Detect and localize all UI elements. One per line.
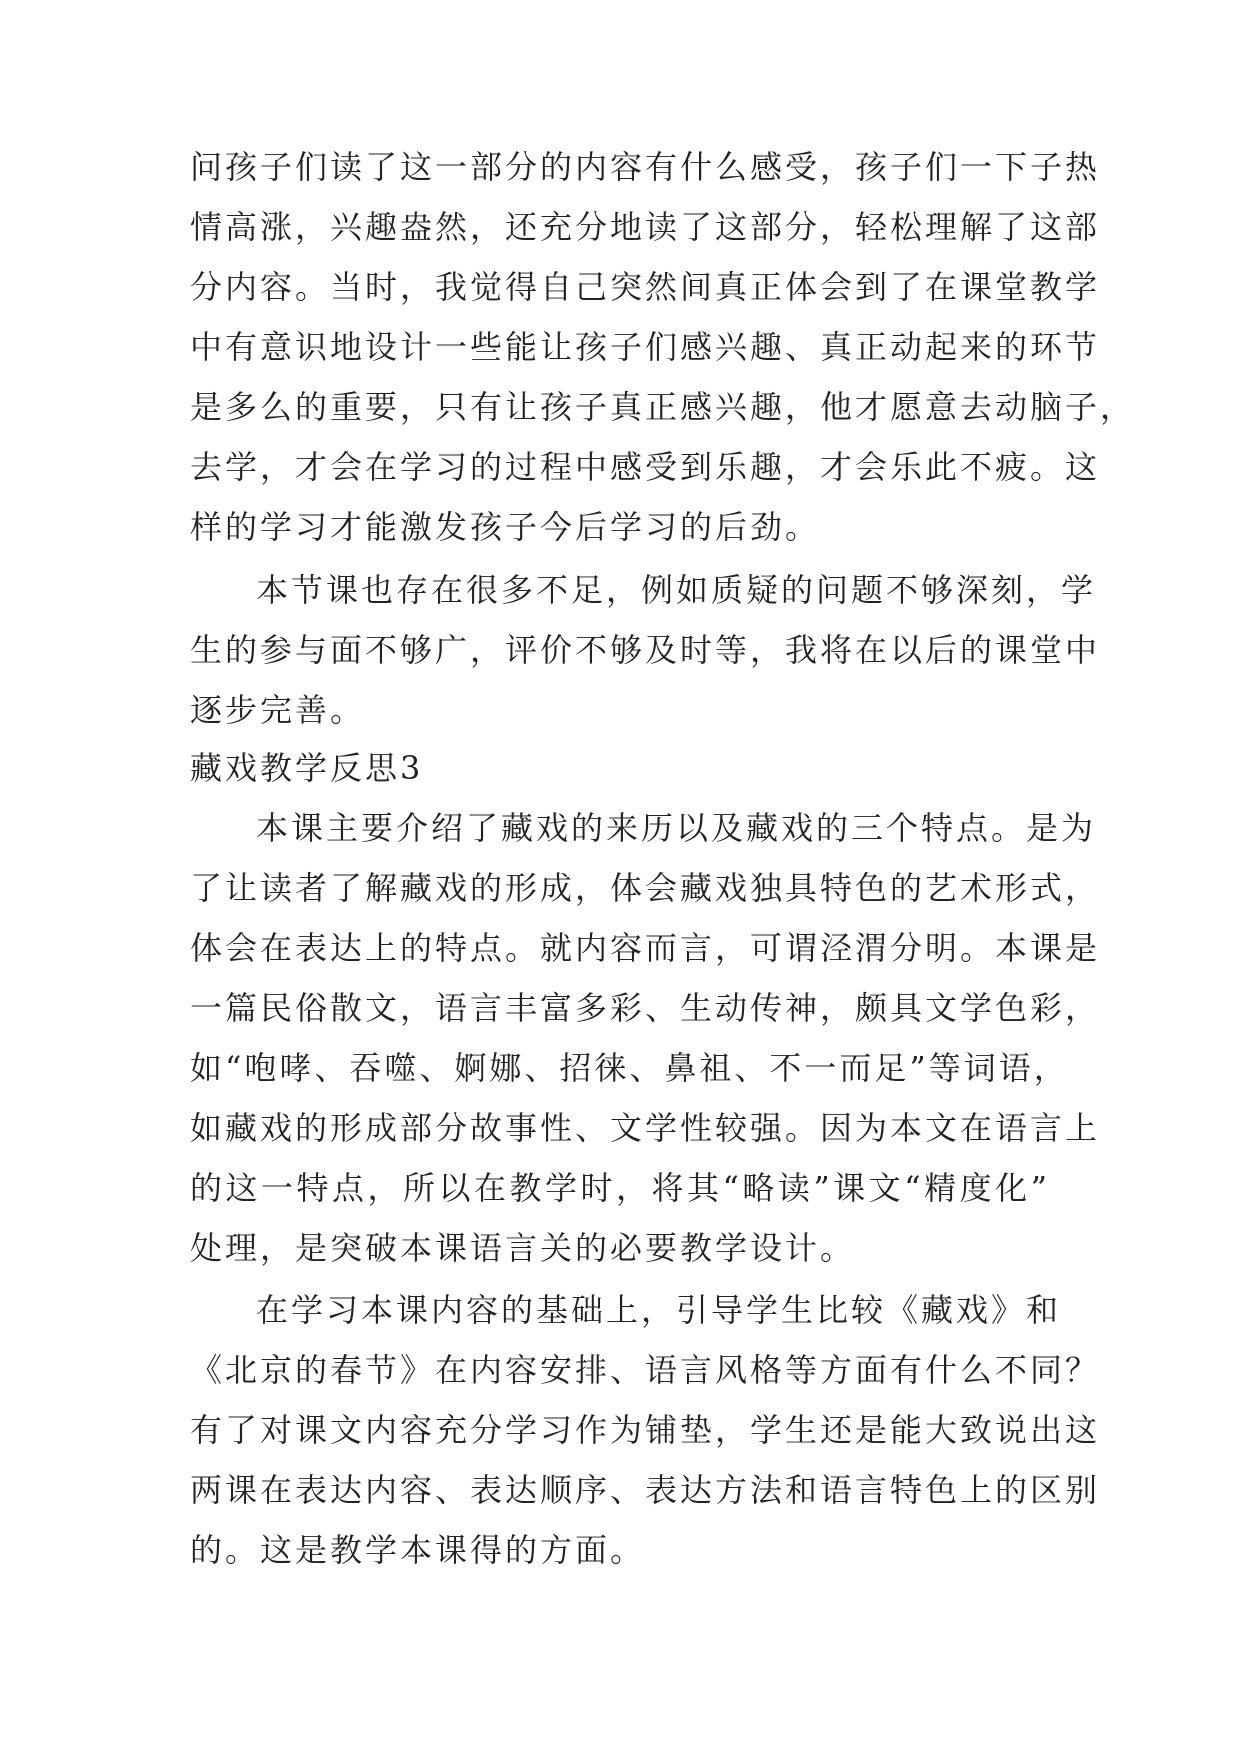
text-line: 去学，才会在学习的过程中感受到乐趣，才会乐此不疲。这 — [190, 448, 1101, 486]
text-line: 处理，是突破本课语言关的必要教学设计。 — [190, 1229, 856, 1267]
text-line: 体会在表达上的特点。就内容而言，可谓泾渭分明。本课是 — [190, 929, 1101, 967]
text-line: 是多么的重要，只有让孩子真正感兴趣，他才愿意去动脑子， — [190, 388, 1136, 426]
text-line: 中有意识地设计一些能让孩子们感兴趣、真正动起来的环节 — [190, 328, 1101, 366]
text-line: 有了对课文内容充分学习作为铺垫，学生还是能大致说出这 — [190, 1411, 1101, 1449]
paragraph-first-line: 本节课也存在很多不足，例如质疑的问题不够深刻，学 — [256, 571, 1097, 609]
text-line: 生的参与面不够广，评价不够及时等，我将在以后的课堂中 — [190, 631, 1101, 669]
text-line: 《北京的春节》在内容安排、语言风格等方面有什么不同？ — [190, 1351, 1101, 1389]
text-line: 的这一特点，所以在教学时，将其“略读”课文“精度化” — [190, 1169, 1050, 1207]
text-line: 一篇民俗散文，语言丰富多彩、生动传神，颇具文学色彩， — [190, 989, 1101, 1027]
section-heading: 藏戏教学反思3 — [190, 749, 424, 787]
text-line: 两课在表达内容、表达顺序、表达方法和语言特色上的区别 — [190, 1471, 1101, 1509]
text-line: 逐步完善。 — [190, 691, 366, 729]
text-line: 了让读者了解藏戏的形成，体会藏戏独具特色的艺术形式， — [190, 869, 1101, 907]
text-line: 情高涨，兴趣盎然，还充分地读了这部分，轻松理解了这部 — [190, 208, 1101, 246]
text-line: 的。这是教学本课得的方面。 — [190, 1531, 646, 1569]
text-line: 如“咆哮、吞噬、婀娜、招徕、鼻祖、不一而足”等词语， — [190, 1049, 1069, 1087]
text-line: 问孩子们读了这一部分的内容有什么感受，孩子们一下子热 — [190, 148, 1101, 186]
text-line: 样的学习才能激发孩子今后学习的后劲。 — [190, 508, 821, 546]
text-line: 如藏戏的形成部分故事性、文学性较强。因为本文在语言上 — [190, 1109, 1101, 1147]
text-line: 分内容。当时，我觉得自己突然间真正体会到了在课堂教学 — [190, 268, 1101, 306]
paragraph-first-line: 本课主要介绍了藏戏的来历以及藏戏的三个特点。是为 — [256, 809, 1097, 847]
paragraph-first-line: 在学习本课内容的基础上，引导学生比较《藏戏》和 — [256, 1291, 1062, 1329]
